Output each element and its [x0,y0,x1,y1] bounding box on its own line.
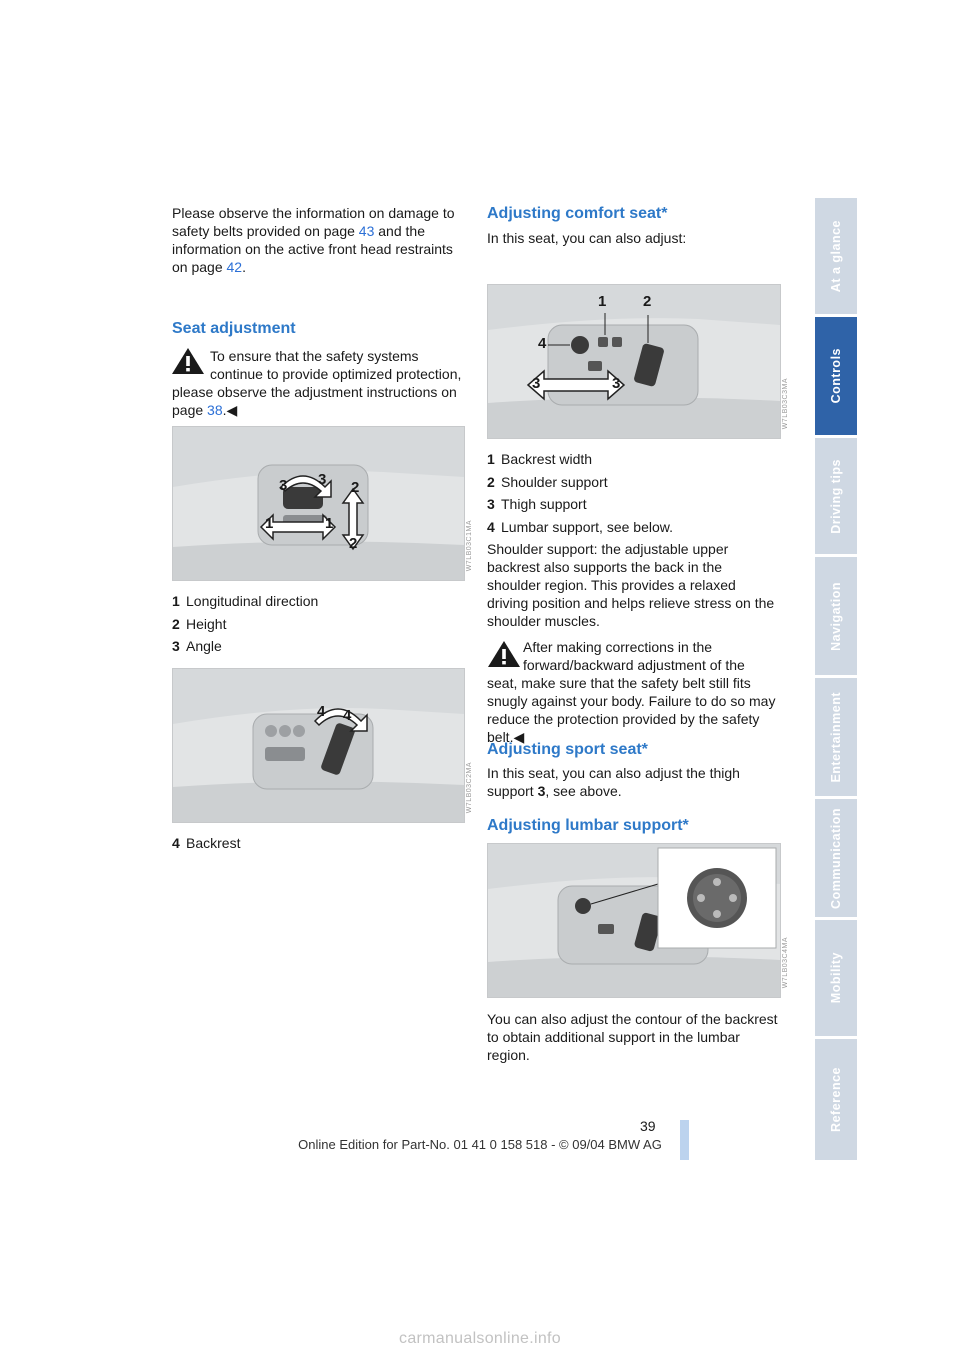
legend-label: Height [186,615,227,632]
legend-number: 4 [172,835,180,851]
comfort-seat-heading: Adjusting comfort seat* [487,205,668,222]
legend-label: Shoulder support [501,473,608,490]
legend-number: 3 [487,496,495,512]
legend-label: Backrest [186,835,241,851]
figure-code-1: W7LB03C1MA [466,520,473,572]
figure-code-4: W7LB03C4MA [782,937,789,989]
sport-text-2: , see above. [545,783,622,799]
side-tab-label: Driving tips [829,458,843,534]
figure-code-3: W7LB03C3MA [782,378,789,430]
figure-code-2: W7LB03C2MA [466,762,473,814]
side-tab-label: Communication [829,807,843,909]
callout-4-right: 4 [343,707,352,724]
lumbar-support-heading: Adjusting lumbar support* [487,817,689,834]
legend-label: Longitudinal direction [186,593,319,609]
legend-label: Backrest width [501,451,593,467]
legend-item [172,590,464,613]
callout-4-left: 4 [317,703,326,720]
side-tab-at-a-glance[interactable] [815,198,857,314]
page-link-42[interactable]: 42 [226,259,243,275]
side-tab-navigation[interactable] [815,557,857,675]
sport-seat-paragraph [487,764,779,800]
callout-1-left: 1 [265,515,274,532]
side-tab-label: At a glance [829,219,843,293]
legend-2 [172,832,464,855]
comfort-seat-intro: In this seat, you can also adjust: [487,230,687,246]
legend-label: Angle [186,638,222,654]
side-tab-label: Controls [829,348,843,404]
seat-adjustment-heading: Seat adjustment [172,320,296,337]
side-tab-label: Mobility [829,952,843,1004]
intro-paragraph [172,204,464,276]
watermark: carmanualsonline.info [399,1330,561,1347]
page-number: 39 [640,1118,656,1134]
lumbar-support-figure [487,843,781,998]
legend-item [172,832,464,855]
seat-control-illustration-1 [173,427,464,580]
comfort-seat-illustration [488,285,780,438]
sport-seat-heading: Adjusting sport seat* [487,741,648,758]
callout-3-left: 3 [279,477,288,494]
lumbar-support-illustration [488,844,780,997]
side-tab-label: Navigation [829,581,843,651]
side-tab-mobility[interactable] [815,920,857,1036]
callout-2-top: 2 [351,479,360,496]
legend-number: 4 [487,518,495,535]
legend-3 [487,448,779,538]
sport-text-1: In this seat, you can also adjust the thigh support [487,765,740,799]
shoulder-support-paragraph: Shoulder support: the adjustable upper backrest also supports the back in the shoulder region. This provides a relaxed driving position and helps relieve stress on the shoulder muscles. [487,541,775,629]
legend-1 [172,590,464,658]
callout-2-bottom: 2 [349,535,358,552]
legend-label: Lumbar support, see below. [501,518,673,535]
side-tab-label: Reference [829,1067,843,1132]
legend-item [487,471,779,494]
legend-item [172,613,464,636]
sport-text-bold: 3 [537,783,546,799]
page-link-43[interactable]: 43 [358,223,375,239]
legend-number: 1 [172,593,180,609]
seat-belt-warning-text: After making corrections in the forward/backward adjustment of the seat, make sure that the safety belt still fits snugly against your body. Failure to do so may reduce the protection provided by the safety belt.◀ [487,639,776,745]
seat-control-figure-1 [172,426,465,581]
seat-belt-warning [487,638,779,746]
side-tab-driving-tips[interactable] [815,438,857,554]
comfort-seat-figure [487,284,781,439]
seat-adjustment-warning [172,347,464,419]
side-tab-controls[interactable] [815,317,857,435]
intro-text-1: Please observe the information on damage to safety belts provided on page [172,205,455,239]
intro-text-2: and the information on the active front head restraints on page [172,223,453,275]
seat-control-illustration-2 [173,669,464,822]
intro-text-3: . [242,259,246,275]
side-tab-entertainment[interactable] [815,678,857,796]
legend-item [487,448,779,471]
side-tab-communication[interactable] [815,799,857,917]
legend-number: 2 [487,473,495,490]
legend-number: 2 [172,615,180,632]
side-tab-label: Entertainment [829,691,843,783]
warning-text: To ensure that the safety systems continue to provide optimized protection, please observe the adjustment instructions on page [172,348,462,418]
callout-3-right: 3 [612,375,621,392]
legend-item [487,516,779,539]
callout-1-right: 1 [325,515,334,532]
callout-3-left: 3 [532,375,541,392]
warning-end-mark: .◀ [222,402,238,418]
legend-item [487,493,779,516]
legend-number: 1 [487,451,495,467]
callout-1: 1 [598,293,607,310]
page-link-38[interactable]: 38 [207,402,223,418]
legend-label: Thigh support [501,496,587,512]
lumbar-support-paragraph: You can also adjust the contour of the backrest to obtain additional support in the lumbar region. [487,1011,778,1063]
callout-4: 4 [538,335,547,352]
seat-control-figure-2 [172,668,465,823]
footer-text: Online Edition for Part-No. 01 41 0 158 518 - © 09/04 BMW AG [298,1137,662,1152]
legend-number: 3 [172,638,180,654]
callout-2: 2 [643,293,652,310]
legend-item [172,635,464,658]
callout-3-right: 3 [318,471,327,488]
